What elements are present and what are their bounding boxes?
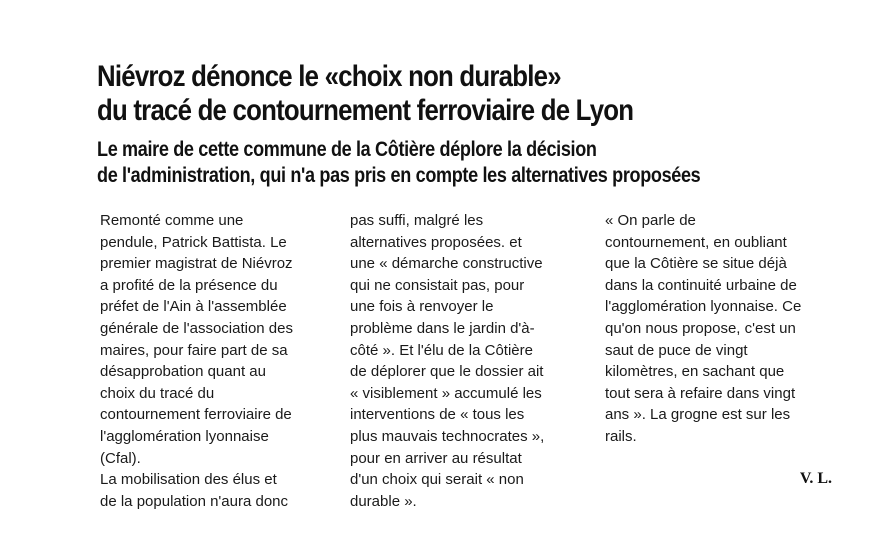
article-headline: [97, 60, 699, 128]
text-line: « On parle de: [605, 212, 696, 229]
text-line: La mobilisation des élus et: [100, 471, 277, 489]
article-column-1: [100, 210, 293, 512]
article-column-2: [350, 210, 544, 512]
text-line: (Cfal).: [100, 449, 141, 467]
text-line: générale de l'association des: [100, 319, 293, 337]
text-line: désapprobation quant au: [100, 363, 266, 381]
text-line: a profité de la présence du: [100, 276, 278, 294]
text-line: alternatives proposées. et: [350, 233, 522, 251]
author-signature: V. L.: [799, 470, 832, 487]
text-line: rails.: [605, 427, 637, 445]
headline-line: du tracé de contournement ferroviaire de Lyon: [97, 94, 634, 127]
text-line: pour en arriver au résultat: [350, 449, 522, 467]
text-line: qu'on nous propose, c'est un: [605, 319, 796, 337]
subheadline-line: de l'administration, qui n'a pas pris en compte les alternatives proposées: [97, 164, 701, 187]
text-line: saut de puce de vingt: [605, 341, 748, 359]
text-line: Remonté comme une: [100, 212, 244, 229]
text-line: de la population n'aura donc: [100, 492, 289, 510]
text-line: une « démarche constructive: [350, 255, 543, 273]
article-subheadline: [97, 137, 768, 189]
subheadline-line: Le maire de cette commune de la Côtière déplore la décision: [97, 138, 597, 161]
text-line: maires, pour faire part de sa: [100, 341, 288, 359]
text-line: l'agglomération lyonnaise: [100, 427, 269, 445]
text-line: plus mauvais technocrates »,: [350, 427, 545, 445]
text-line: problème dans le jardin d'à-: [350, 319, 535, 337]
text-line: dans la continuité urbaine de: [605, 276, 797, 294]
text-line: une fois à renvoyer le: [350, 298, 494, 316]
text-line: côté ». Et l'élu de la Côtière: [350, 341, 533, 359]
text-line: choix du tracé du: [100, 384, 215, 402]
text-line: kilomètres, en sachant que: [605, 363, 785, 381]
text-line: tout sera à refaire dans vingt: [605, 384, 796, 402]
text-line: pendule, Patrick Battista. Le: [100, 233, 287, 251]
text-line: « visiblement » accumulé les: [350, 384, 542, 402]
article-column-3: [605, 210, 801, 448]
text-line: durable ».: [350, 492, 417, 510]
text-line: l'agglomération lyonnaise. Ce: [605, 298, 802, 316]
text-line: interventions de « tous les: [350, 406, 525, 424]
text-line: pas suffi, malgré les: [350, 212, 484, 229]
text-line: que la Côtière se situe déjà: [605, 255, 787, 273]
text-line: qui ne consistait pas, pour: [350, 276, 525, 294]
text-line: d'un choix qui serait « non: [350, 471, 524, 489]
text-line: premier magistrat de Niévroz: [100, 255, 293, 273]
text-line: préfet de l'Ain à l'assemblée: [100, 298, 287, 316]
text-line: ans ». La grogne est sur les: [605, 406, 791, 424]
text-line: contournement ferroviaire de: [100, 406, 292, 424]
headline-line: Niévroz dénonce le «choix non durable»: [97, 60, 561, 93]
text-line: de déplorer que le dossier ait: [350, 363, 544, 381]
text-line: contournement, en oubliant: [605, 233, 787, 251]
